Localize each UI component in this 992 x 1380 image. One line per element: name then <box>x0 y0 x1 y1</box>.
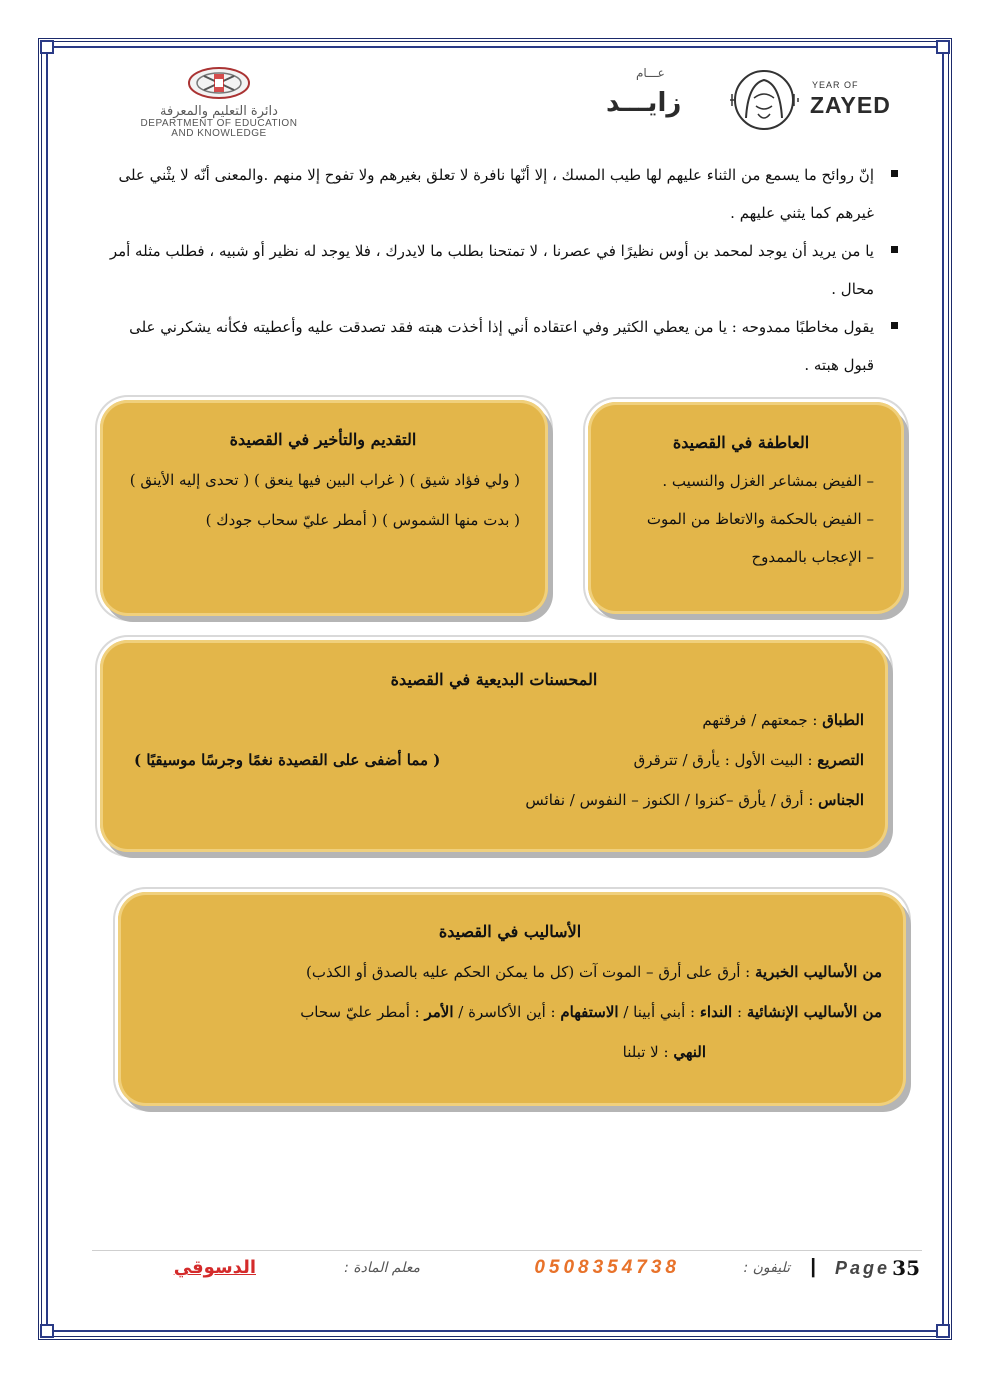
phone-label: تليفون : <box>743 1260 790 1276</box>
footer-separator: | <box>810 1256 816 1278</box>
page-number: 35 <box>892 1256 920 1280</box>
department-name-en-2: AND KNOWLEDGE <box>171 128 267 139</box>
styles-card-title: الأساليب في القصيدة <box>438 922 582 941</box>
emblem-icon <box>184 66 254 100</box>
year-of-en-text: YEAR OF <box>812 80 859 90</box>
border-corner <box>40 1324 54 1338</box>
teacher-name: الدسوقي <box>173 1257 256 1278</box>
teacher-label: معلم المادة : <box>344 1260 420 1276</box>
phone-number: 0508354738 <box>534 1257 680 1278</box>
emotion-card <box>588 402 904 614</box>
footer-divider <box>92 1250 922 1251</box>
rhetoric-card-title: المحسنات البديعية في القصيدة <box>390 670 598 689</box>
tasree-line: التصريع : البيت الأول : يأرق / تترقرق ( مما أضفى على القصيدة نغمًا وجرسًا موسيقيًا ) <box>124 740 864 780</box>
zayed-portrait-icon <box>724 68 804 132</box>
khabar-line: من الأساليب الخبرية : أرق على أرق – الموت آت (كل ما يمكن الحكم عليه بالصدق أو الكذب) <box>306 963 882 981</box>
border-corner <box>40 40 54 54</box>
year-of-zayed-logo <box>606 66 896 132</box>
zayed-ar-text: زايـــد <box>606 88 682 118</box>
page-footer <box>100 1256 920 1290</box>
styles-card <box>118 892 906 1106</box>
department-logo <box>88 66 350 139</box>
list-item: إنّ روائح ما يسمع من الثناء عليهم لها طيب المسك ، إلا أنّها نافرة لا تعلق بغيرهم ولا تفوح إلا منهم .والمعنى أنّه لا يثْني على غيرهم كما يثني عليهم . <box>100 156 900 232</box>
year-ar-text: عـــام <box>636 66 665 80</box>
department-name-ar: دائرة التعليم والمعرفة <box>160 104 278 119</box>
page-label: Page <box>834 1258 890 1278</box>
order-card <box>100 400 548 616</box>
list-item: يقول مخاطبًا ممدوحه : يا من يعطي الكثير وفي اعتقاده أني إذا أخذت هبته فقد تصدقت عليه وأعطيته فكأنه يشكرني على قبول هبته . <box>100 308 900 384</box>
bullet-square-icon <box>891 322 898 329</box>
border-corner <box>936 40 950 54</box>
insha-line: من الأساليب الإنشائية : النداء : أبني أبينا / الاستفهام : أين الأكاسرة / الأمر : أمطر عليّ سحاب <box>300 1003 882 1021</box>
nahy-line: النهي : لا تبلنا <box>622 1043 706 1061</box>
bullet-square-icon <box>891 170 898 177</box>
zayed-en-text: ZAYED <box>810 92 891 118</box>
list-item: يا من يريد أن يوجد لمحمد بن أوس نظيرًا في عصرنا ، لا تمتحنا بطلب ما لايدرك ، فلا يوجد له نظير أو شبيه ، فطلب مثله أمر محال . <box>100 232 900 308</box>
list-item: – الفيض بالحكمة والاتعاظ من الموت <box>646 510 874 528</box>
order-card-text: ( ولي فؤاد شيق ) ( غراب البين فيها ينعق ) ( تحدى إليه الأينق ) ( بدت منها الشموس ) ( أمطر عليّ سحاب جودك ) <box>129 471 520 529</box>
department-name-en-1: DEPARTMENT OF EDUCATION <box>140 118 298 129</box>
tasree-note: ( مما أضفى على القصيدة نغمًا وجرسًا موسيقيًا ) <box>134 751 441 769</box>
emotion-card-title: العاطفة في القصيدة <box>672 433 810 452</box>
explanation-list <box>100 156 900 384</box>
list-item: – الفيض بمشاعر الغزل والنسيب . <box>662 472 874 490</box>
border-corner <box>936 1324 950 1338</box>
list-item: – الإعجاب بالممدوح <box>751 548 874 566</box>
tibaq-line: الطباق : جمعتهم / فرقتهم <box>702 711 864 729</box>
bullet-square-icon <box>891 246 898 253</box>
rhetoric-card <box>100 640 888 852</box>
jinas-line: الجناس : أرق / يأرق –كنزوا / الكنوز – النفوس / نفائس <box>525 791 864 809</box>
order-card-title: التقديم والتأخير في القصيدة <box>229 430 417 449</box>
